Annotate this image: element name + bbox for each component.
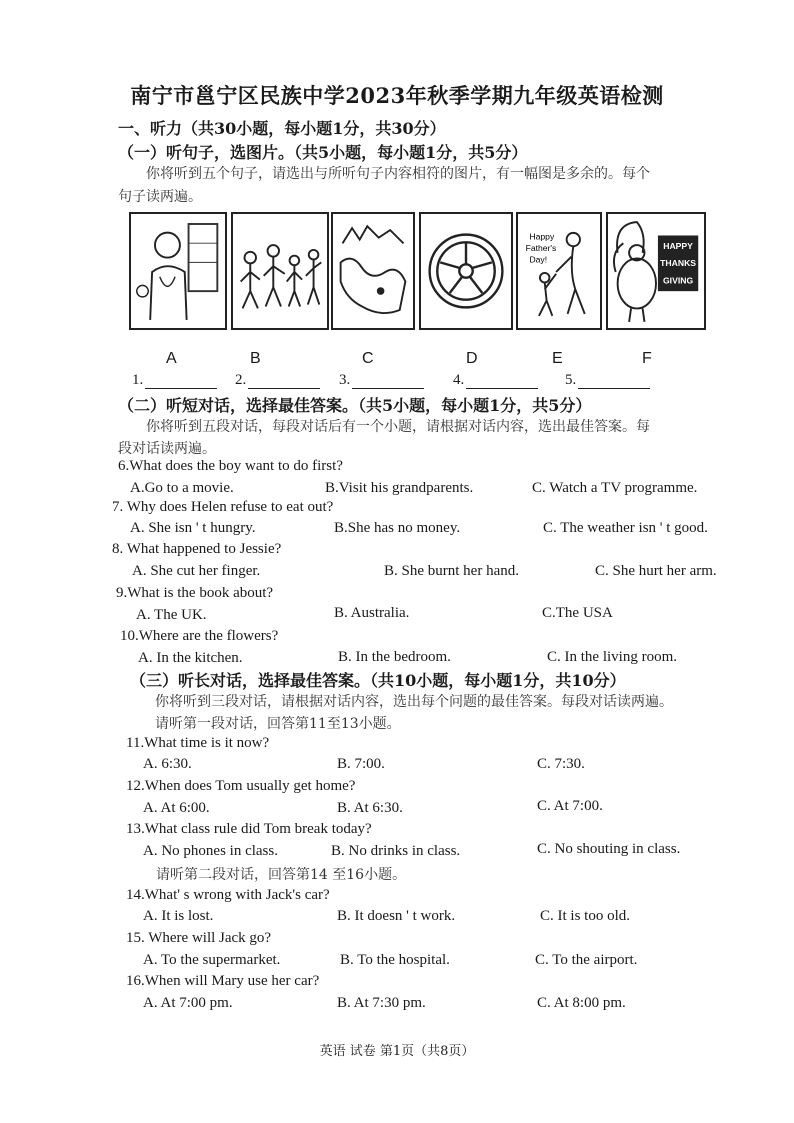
sec2-instruction-1: 你将听到五段对话，每段对话后有一个小题，请根据对话内容，选出最佳答案。每 (146, 419, 650, 435)
question-15-option-c[interactable]: C. To the airport. (535, 952, 638, 968)
question-7-option-c[interactable]: C. The weather isn ' t good. (543, 520, 708, 536)
picture-d (419, 212, 513, 330)
question-13-option-a[interactable]: A. No phones in class. (143, 843, 278, 859)
people-walking-picture-icon (233, 214, 327, 328)
question-12-option-c[interactable]: C. At 7:00. (537, 798, 603, 814)
question-6-option-b[interactable]: B.Visit his grandparents. (325, 480, 474, 496)
question-10-option-b[interactable]: B. In the bedroom. (338, 649, 451, 665)
question-9-option-a[interactable]: A. The UK. (136, 607, 207, 623)
picture-label-b: B (250, 350, 261, 367)
question-11: 11.What time is it now? (126, 735, 270, 751)
answer-blank-2[interactable]: 2. (235, 372, 320, 389)
sec3-heading: （三）听长对话，选择最佳答案。（共10小题，每小题1分，共10分） (130, 671, 626, 690)
question-9-option-c[interactable]: C.The USA (542, 605, 613, 621)
picture-e-text-2: Father's (525, 242, 557, 253)
question-12-option-a[interactable]: A. At 6:00. (143, 800, 210, 816)
picture-f-text-2: THANKS (660, 258, 697, 269)
sec2-heading: （二）听短对话，选择最佳答案。（共5小题，每小题1分，共5分） (118, 396, 592, 415)
question-7: 7. Why does Helen refuse to eat out? (112, 499, 334, 515)
question-8: 8. What happened to Jessie? (112, 541, 282, 557)
question-8-option-c[interactable]: C. She hurt her arm. (595, 563, 717, 579)
question-11-option-c[interactable]: C. 7:30. (537, 756, 585, 772)
question-16: 16.When will Mary use her car? (126, 973, 320, 989)
answer-blank-5[interactable]: 5. (565, 372, 650, 389)
picture-label-e: E (552, 350, 563, 367)
picture-label-d: D (466, 350, 478, 367)
page-footer: 英语 试卷 第1页（共8页） (319, 1044, 475, 1059)
thanksgiving-turkey-picture-icon (608, 214, 704, 328)
sec3-instruction-mid: 请听第二段对话，回答第14 至16小题。 (156, 867, 407, 883)
question-10-option-a[interactable]: A. In the kitchen. (138, 650, 243, 666)
picture-a (129, 212, 227, 330)
picture-f-text-3: GIVING (662, 275, 694, 286)
picture-e (516, 212, 602, 330)
question-7-option-a[interactable]: A. She isn ' t hungry. (130, 520, 256, 536)
picture-label-c: C (362, 350, 374, 367)
question-14-option-c[interactable]: C. It is too old. (540, 908, 631, 924)
map-picture-icon (333, 214, 413, 328)
fathers-day-picture-icon (518, 214, 600, 328)
question-15: 15. Where will Jack go? (126, 930, 272, 946)
question-11-option-b[interactable]: B. 7:00. (337, 756, 385, 772)
question-6: 6.What does the boy want to do first? (118, 458, 343, 474)
question-15-option-b[interactable]: B. To the hospital. (340, 952, 450, 968)
picture-f (606, 212, 706, 330)
wheel-picture-icon (421, 214, 511, 328)
question-15-option-a[interactable]: A. To the supermarket. (143, 952, 281, 968)
picture-e-text-3: Day! (529, 254, 548, 265)
picture-e-text-1: Happy (529, 231, 555, 242)
question-8-option-b[interactable]: B. She burnt her hand. (384, 563, 519, 579)
question-13: 13.What class rule did Tom break today? (126, 821, 372, 837)
picture-f-text-1: HAPPY (663, 240, 693, 251)
picture-label-a: A (166, 350, 177, 367)
question-8-option-a[interactable]: A. She cut her finger. (132, 563, 261, 579)
question-9-option-b[interactable]: B. Australia. (334, 605, 410, 621)
sec3-instruction-2: 请听第一段对话，回答第11至13小题。 (155, 716, 401, 732)
page-title: 南宁市邕宁区民族中学2023年秋季学期九年级英语检测 (130, 83, 664, 108)
question-12-option-b[interactable]: B. At 6:30. (337, 800, 403, 816)
sec1-instruction-1: 你将听到五个句子，请选出与所听句子内容相符的图片，有一幅图是多余的。每个 (146, 166, 650, 182)
question-6-option-a[interactable]: A.Go to a movie. (130, 480, 234, 496)
question-10-option-c[interactable]: C. In the living room. (547, 649, 677, 665)
question-14: 14.What' s wrong with Jack's car? (126, 887, 330, 903)
picture-c (331, 212, 415, 330)
question-13-option-b[interactable]: B. No drinks in class. (331, 843, 461, 859)
question-12: 12.When does Tom usually get home? (126, 778, 356, 794)
question-14-option-a[interactable]: A. It is lost. (143, 908, 214, 924)
question-11-option-a[interactable]: A. 6:30. (143, 756, 192, 772)
part1-heading: 一、听力（共30小题，每小题1分，共30分） (118, 119, 446, 138)
sec1-instruction-2: 句子读两遍。 (118, 189, 202, 205)
answer-blank-3[interactable]: 3. (339, 372, 424, 389)
question-13-option-c[interactable]: C. No shouting in class. (537, 841, 681, 857)
question-16-option-a[interactable]: A. At 7:00 pm. (143, 995, 233, 1011)
doctor-picture-icon (131, 214, 225, 328)
question-10: 10.Where are the flowers? (120, 628, 279, 644)
question-16-option-c[interactable]: C. At 8:00 pm. (537, 995, 626, 1011)
question-14-option-b[interactable]: B. It doesn ' t work. (337, 908, 456, 924)
sec3-instruction-1: 你将听到三段对话，请根据对话内容，选出每个问题的最佳答案。每段对话读两遍。 (155, 694, 673, 710)
question-16-option-b[interactable]: B. At 7:30 pm. (337, 995, 426, 1011)
question-6-option-c[interactable]: C. Watch a TV programme. (532, 480, 698, 496)
question-7-option-b[interactable]: B.She has no money. (334, 520, 461, 536)
picture-label-f: F (642, 350, 652, 367)
picture-b (231, 212, 329, 330)
sec1-heading: （一）听句子，选图片。（共5小题，每小题1分，共5分） (118, 143, 528, 162)
question-9: 9.What is the book about? (116, 585, 274, 601)
answer-blank-4[interactable]: 4. (453, 372, 538, 389)
sec2-instruction-2: 段对话读两遍。 (118, 441, 216, 457)
answer-blank-1[interactable]: 1. (132, 372, 217, 389)
